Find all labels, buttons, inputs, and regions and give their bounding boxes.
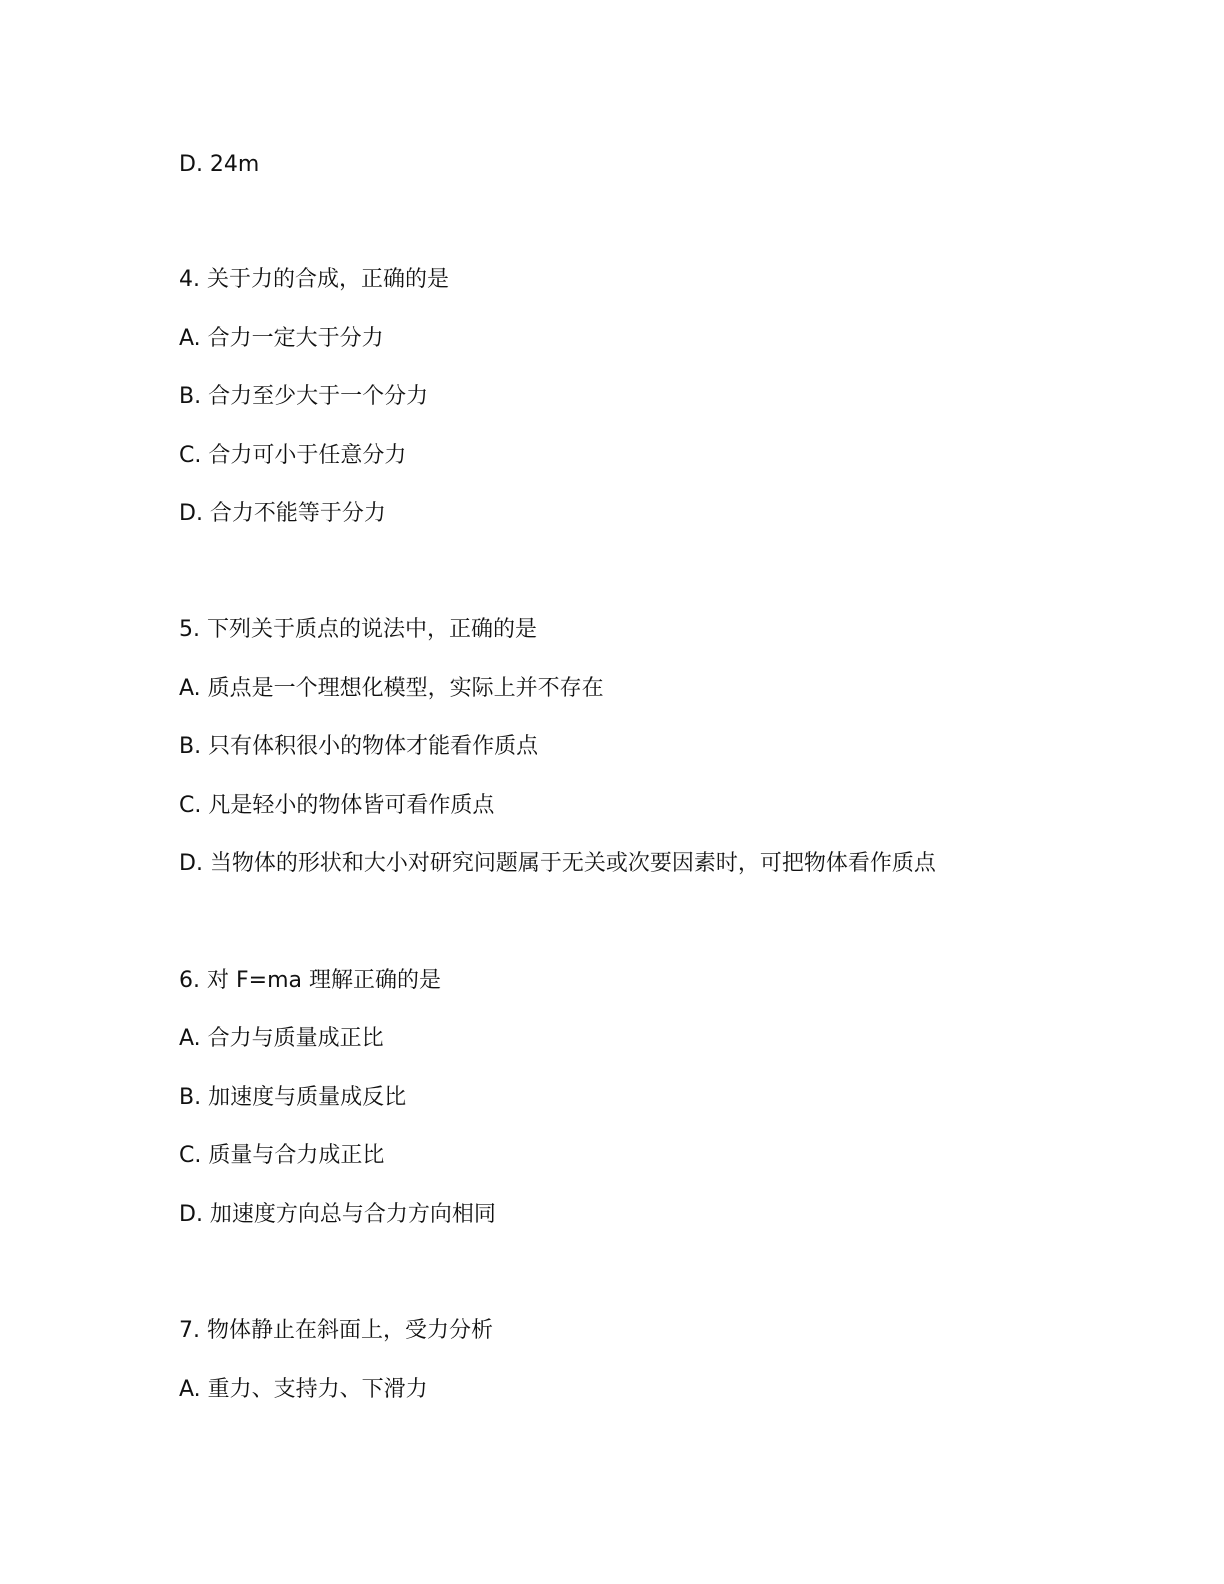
q5-option-c: C. 凡是轻小的物体皆可看作质点 — [179, 793, 495, 818]
q6-option-c: C. 质量与合力成正比 — [179, 1143, 385, 1168]
q4-option-d: D. 合力不能等于分力 — [179, 501, 386, 526]
q6-option-a: A. 合力与质量成正比 — [179, 1026, 384, 1051]
q5-stem: 5. 下列关于质点的说法中，正确的是 — [179, 617, 537, 642]
q4-option-b: B. 合力至少大于一个分力 — [179, 384, 429, 409]
q5-option-d: D. 当物体的形状和大小对研究问题属于无关或次要因素时，可把物体看作质点 — [179, 851, 936, 876]
q4-stem: 4. 关于力的合成，正确的是 — [179, 267, 449, 292]
q6-option-d: D. 加速度方向总与合力方向相同 — [179, 1202, 496, 1227]
q7-option-a: A. 重力、支持力、下滑力 — [179, 1377, 428, 1402]
q6-option-b: B. 加速度与质量成反比 — [179, 1085, 407, 1110]
q3-option-d: D. 24m — [179, 152, 260, 177]
q4-option-c: C. 合力可小于任意分力 — [179, 443, 407, 468]
q6-stem: 6. 对 F=ma 理解正确的是 — [179, 968, 441, 993]
q4-option-a: A. 合力一定大于分力 — [179, 326, 384, 351]
q5-option-b: B. 只有体积很小的物体才能看作质点 — [179, 734, 539, 759]
q7-stem: 7. 物体静止在斜面上，受力分析 — [179, 1318, 493, 1343]
q5-option-a: A. 质点是一个理想化模型，实际上并不存在 — [179, 676, 604, 701]
